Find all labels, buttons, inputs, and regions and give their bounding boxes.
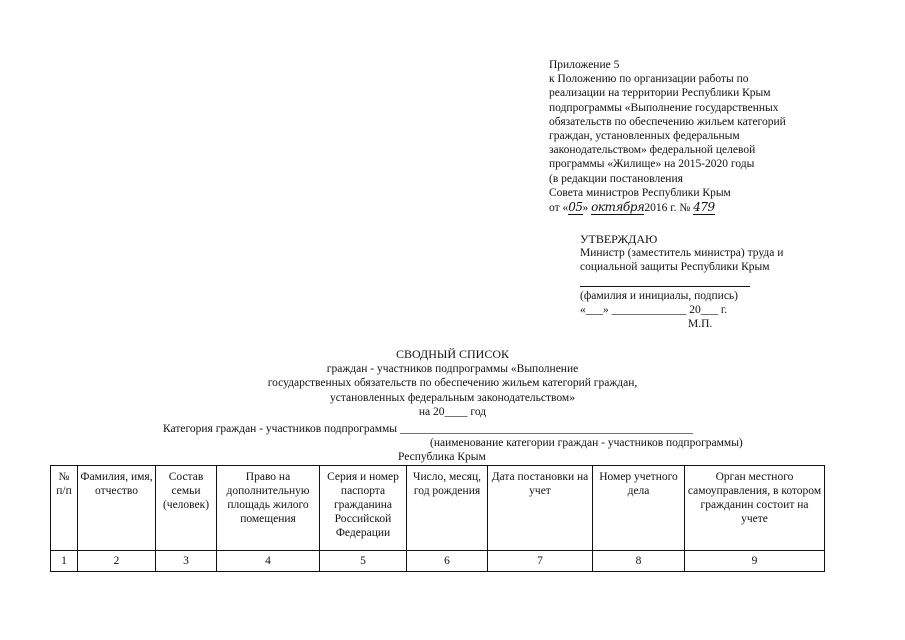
header-cell-family: Состав семьи (человек)	[156, 466, 217, 551]
date-sep: »	[582, 201, 589, 214]
column-number-cell: 7	[488, 551, 593, 572]
header-cell-passport: Серия и номер паспорта гражданина Российской Федерации	[320, 466, 407, 551]
handwritten-number: 479	[693, 199, 715, 214]
list-subtitle-line: граждан - участников подпрограммы «Выполнение	[326, 362, 579, 375]
date-prefix: от «	[549, 201, 569, 214]
header-cell-authority: Орган местного самоуправления, в котором гражданин состоит на учете	[685, 466, 825, 551]
date-year: 2016 г. №	[644, 201, 691, 214]
header-cell-extra-area: Право на дополнительную площадь жилого помещения	[217, 466, 320, 551]
list-title-block	[0, 347, 905, 420]
handwritten-day: 05	[568, 199, 583, 214]
appendix-block	[549, 58, 786, 214]
approval-block	[580, 232, 783, 275]
header-cell-fullname: Фамилия, имя, отчество	[78, 466, 156, 551]
header-cell-birthdate: Число, месяц, год рождения	[407, 466, 488, 551]
list-subtitle-line: на 20____ год	[418, 406, 487, 418]
column-number-cell: 5	[320, 551, 407, 572]
signature-line	[580, 286, 750, 287]
header-cell-registration-date: Дата постановки на учет	[488, 466, 593, 551]
column-number-cell: 2	[78, 551, 156, 572]
approval-line: социальной защиты Республики Крым	[580, 261, 770, 274]
column-number-cell: 8	[593, 551, 685, 572]
appendix-line: (в редакции постановления	[549, 172, 683, 185]
column-number-cell: 6	[407, 551, 488, 572]
column-number-cell: 9	[685, 551, 825, 572]
appendix-line: Приложение 5	[549, 59, 620, 71]
stamp-label: М.П.	[688, 318, 713, 330]
table-header-row	[51, 466, 825, 551]
column-number-cell: 3	[156, 551, 217, 572]
citizens-table	[50, 465, 825, 572]
header-cell-case-number: Номер учетного дела	[593, 466, 685, 551]
handwritten-month: октября	[591, 199, 645, 214]
column-number-cell: 1	[51, 551, 78, 572]
appendix-line: подпрограммы «Выполнение государственных	[549, 101, 779, 114]
column-number-cell: 4	[217, 551, 320, 572]
appendix-line: законодательством» федеральной целевой	[549, 144, 756, 157]
appendix-line: граждан, установленных федеральным	[549, 129, 740, 142]
signature-hint: (фамилия и инициалы, подпись)	[580, 290, 739, 302]
header-cell-number: № п/п	[51, 466, 78, 551]
region-label: Республика Крым	[398, 451, 486, 463]
category-hint: (наименование категории граждан - участников подпрограммы)	[430, 437, 743, 449]
appendix-line: обязательств по обеспечению жильем категорий	[549, 115, 786, 128]
resolution-date-line	[549, 200, 786, 214]
appendix-line: реализации на территории Республики Крым	[549, 87, 771, 100]
table-row	[51, 551, 825, 572]
list-title: СВОДНЫЙ СПИСОК	[395, 347, 510, 361]
list-subtitle-line: государственных обязательств по обеспечению жильем категорий граждан,	[267, 377, 638, 389]
list-subtitle-line: установленных федеральным законодательством»	[330, 391, 575, 404]
appendix-line: к Положению по организации работы по	[549, 73, 749, 86]
approval-date-line: «___» _____________ 20___ г.	[580, 304, 728, 316]
appendix-line: программы «Жилище» на 2015-2020 годы	[549, 158, 755, 171]
category-label: Категория граждан - участников подпрограммы ___________________________________________________	[163, 423, 694, 435]
approval-line: Министр (заместитель министра) труда и	[580, 247, 784, 260]
approval-heading: УТВЕРЖДАЮ	[580, 232, 658, 246]
appendix-line: Совета министров Республики Крым	[549, 186, 731, 199]
